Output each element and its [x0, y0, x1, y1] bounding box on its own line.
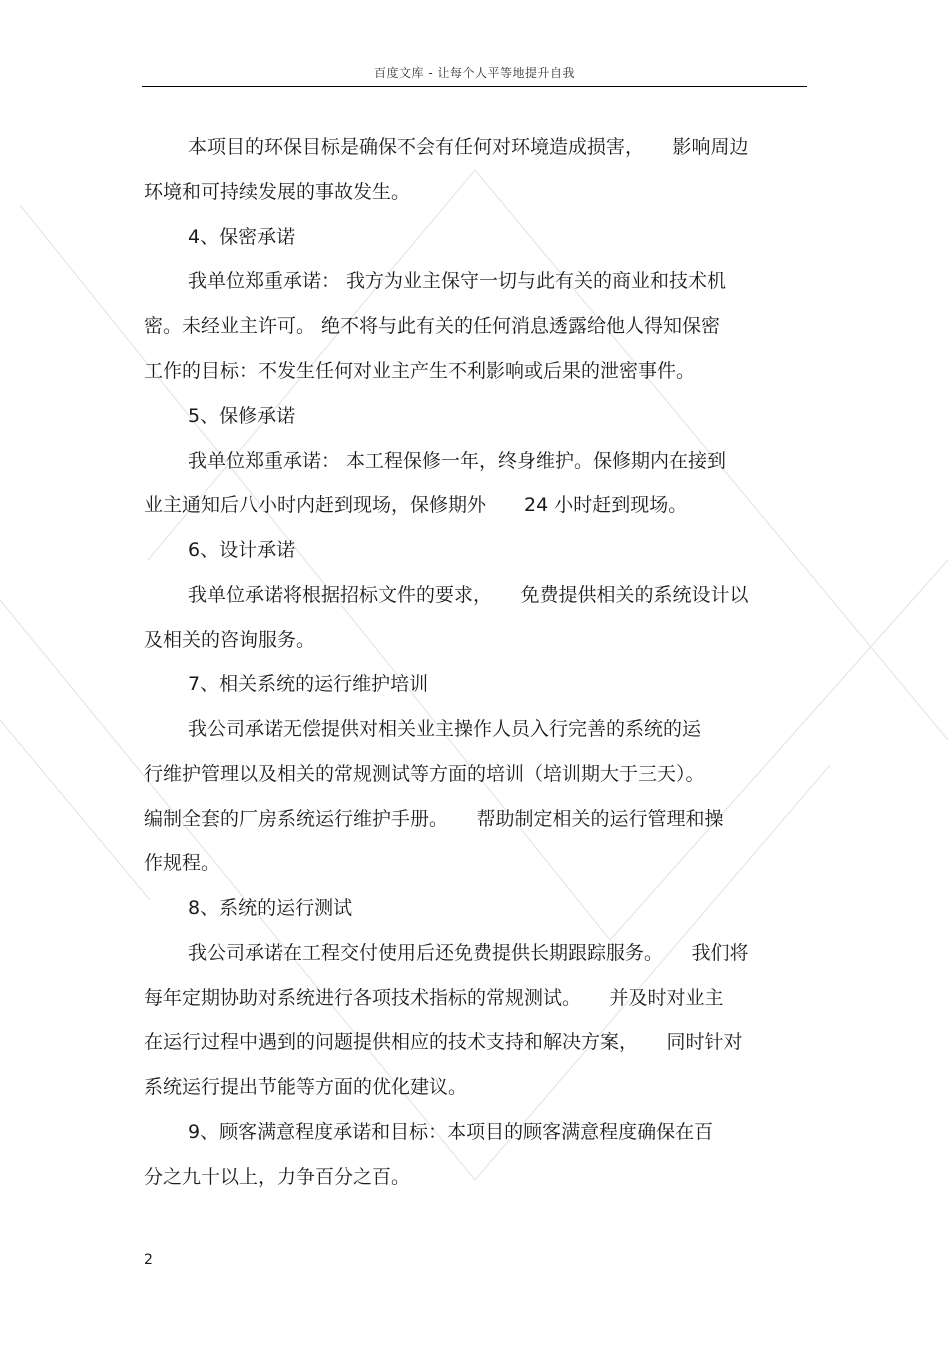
paragraph-line-9: 业主通知后八小时内赶到现场，保修期外 24 小时赶到现场。: [144, 494, 688, 516]
header-divider: [142, 86, 807, 87]
paragraph-line-2: 环境和可持续发展的事故发生。: [144, 181, 411, 203]
paragraph-line-4: 我单位郑重承诺： 我方为业主保守一切与此有关的商业和技术机: [188, 270, 727, 292]
section-heading-9: 9、顾客满意程度承诺和目标：本项目的顾客满意程度确保在百: [188, 1121, 714, 1143]
paragraph-line-8: 我单位郑重承诺： 本工程保修一年，终身维护。保修期内在接到: [188, 450, 727, 472]
paragraph-line-14: 我公司承诺无偿提供对相关业主操作人员入行完善的系统的运: [188, 718, 702, 740]
paragraph-line-12: 及相关的咨询服务。: [144, 629, 316, 651]
paragraph-line-15: 行维护管理以及相关的常规测试等方面的培训（培训期大于三天）。: [144, 763, 705, 785]
paragraph-line-16: 编制全套的厂房系统运行维护手册。 帮助制定相关的运行管理和操: [144, 808, 724, 830]
paragraph-line-6: 工作的目标：不发生任何对业主产生不利影响或后果的泄密事件。: [144, 360, 696, 382]
section-heading-6: 6、设计承诺: [188, 539, 296, 561]
section-heading-4: 4、保密承诺: [188, 226, 296, 248]
paragraph-line-24: 分之九十以上，力争百分之百。: [144, 1166, 411, 1188]
paragraph-line-20: 每年定期协助对系统进行各项技术指标的常规测试。 并及时对业主: [144, 987, 724, 1009]
section-heading-8: 8、系统的运行测试: [188, 897, 353, 919]
paragraph-line-11: 我单位承诺将根据招标文件的要求， 免费提供相关的系统设计以: [188, 584, 749, 606]
paragraph-line-17: 作规程。: [144, 852, 221, 874]
section-heading-5: 5、保修承诺: [188, 405, 296, 427]
paragraph-line-1: 本项目的环保目标是确保不会有任何对环境造成损害， 影响周边: [188, 136, 749, 158]
paragraph-line-5: 密。未经业主许可。 绝不将与此有关的任何消息透露给他人得知保密: [144, 315, 721, 337]
paragraph-line-21: 在运行过程中遇到的问题提供相应的技术支持和解决方案， 同时针对: [144, 1031, 743, 1053]
page-number: 2: [144, 1252, 153, 1268]
section-heading-7: 7、相关系统的运行维护培训: [188, 673, 429, 695]
page-header: 百度文库 - 让每个人平等地提升自我: [374, 66, 575, 80]
paragraph-line-19: 我公司承诺在工程交付使用后还免费提供长期跟踪服务。 我们将: [188, 942, 749, 964]
paragraph-line-22: 系统运行提出节能等方面的优化建议。: [144, 1076, 468, 1098]
